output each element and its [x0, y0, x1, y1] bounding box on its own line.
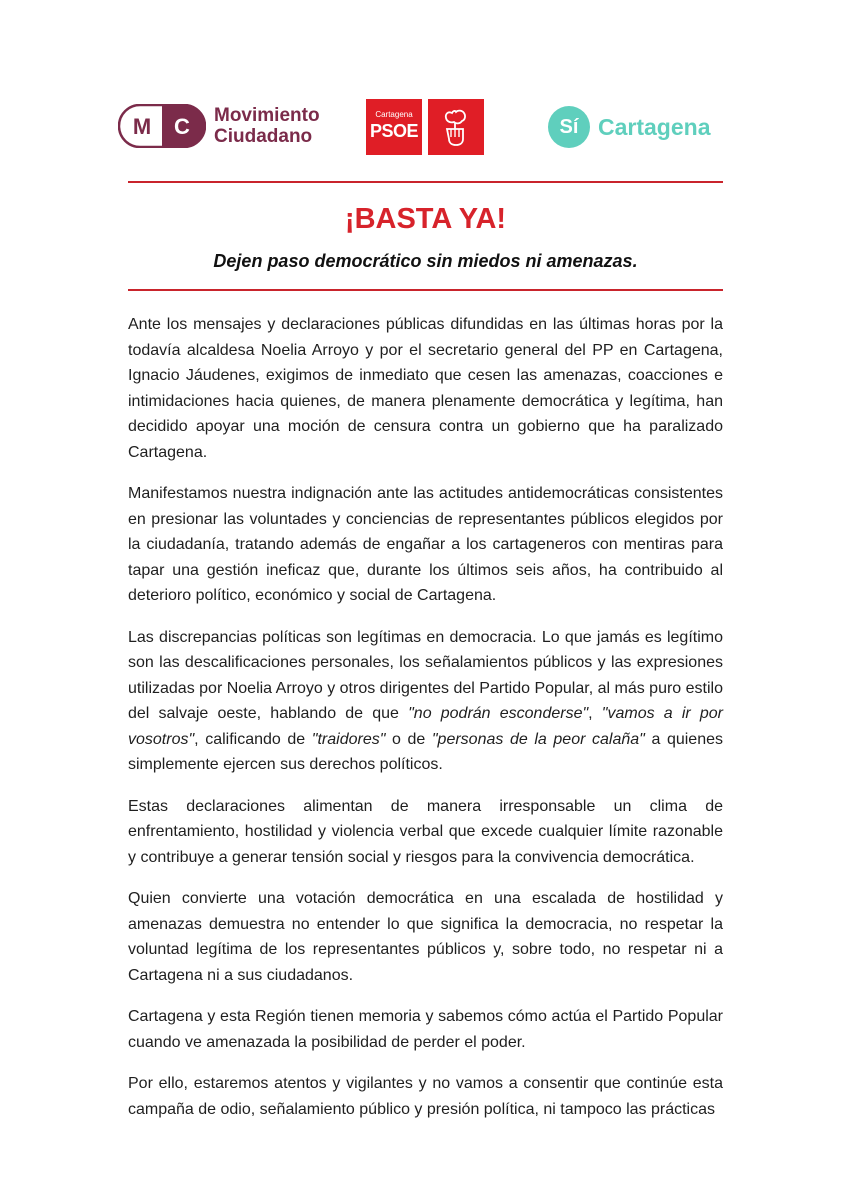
si-mark: Sí [548, 106, 590, 148]
si-logo-text: Cartagena [598, 113, 711, 140]
paragraph-3-text-5: a quienes simplemente ejercen sus derechos políticos. [128, 730, 723, 773]
psoe-text-box [366, 99, 422, 155]
paragraph-2: Manifestamos nuestra indignación ante las actitudes antidemocráticas consistentes en presionar las voluntades y conciencias de representantes públicos elegidos por la ciudadanía, tratando además de engañar a los cartageneros con mentiras para tapar una gestión ineficaz que, durante los últimos seis años, ha contribuido al deterioro político, económico y social de Cartagena. [128, 485, 723, 604]
svg-text:M: M [132, 114, 152, 139]
mc-logo-icon [118, 104, 206, 148]
mc-logo-line1: Movimiento [214, 105, 320, 126]
paragraph-5: Quien convierte una votación democrática en una escalada de hostilidad y amenazas demuestra no entender lo que significa la democracia, no respetar la voluntad legítima de los representantes públicos y, sobre todo, no respetar ni a Cartagena ni a sus ciudadanos. [128, 890, 723, 984]
party-logos [0, 96, 850, 160]
psoe-rose-box [428, 99, 484, 155]
document-title: ¡BASTA YA! [344, 203, 507, 235]
document-body [128, 312, 723, 1138]
bottom-divider [128, 289, 723, 291]
quote-no-podran-esconderse: "no podrán esconderse" [408, 705, 589, 722]
paragraph-3-text-4: o de [385, 730, 432, 748]
psoe-word: PSOE [369, 121, 419, 141]
si-cartagena-logo [548, 106, 710, 148]
mc-logo-line2: Ciudadano [214, 126, 313, 147]
paragraph-3 [128, 625, 723, 778]
paragraph-1: Ante los mensajes y declaraciones públicas difundidas en las últimas horas por la todavía alcaldesa Noelia Arroyo y por el secretario general del PP en Cartagena, Ignacio Jáudenes, exigimos de inmediato que cesen las amenazas, coacciones e intimidaciones hacia quienes, de manera plenamente democrática y legítima, han decidido apoyar una moción de censura contra un gobierno que ha paralizado Cartagena. [128, 316, 723, 461]
top-divider [128, 181, 723, 183]
paragraph-7: Por ello, estaremos atentos y vigilantes y no vamos a consentir que continúe esta campaña de odio, señalamiento público y presión política, ni tampoco las prácticas [128, 1075, 723, 1118]
paragraph-3-text-1: Las discrepancias políticas son legítimas en democracia. Lo que jamás es legítimo son las descalificaciones personales, los señalamientos públicos y las expresiones utilizadas por Noelia Arroyo y otros dirigentes del Partido Popular, al más puro estilo del salvaje oeste, hablando de que [128, 628, 723, 722]
paragraph-6: Cartagena y esta Región tienen memoria y sabemos cómo actúa el Partido Popular cuando ve amenazada la posibilidad de perder el poder. [128, 1008, 723, 1051]
psoe-cartagena-logo [366, 99, 484, 155]
paragraph-3-text-3: , calificando de [194, 730, 312, 748]
svg-text:C: C [174, 114, 190, 139]
mc-logo-text [214, 105, 320, 147]
document-subtitle: Dejen paso democrático sin miedos ni amenazas. [213, 251, 638, 271]
paragraph-4: Estas declaraciones alimentan de manera irresponsable un clima de enfrentamiento, hostilidad y violencia verbal que excede cualquier límite razonable y contribuye a generar tensión social y riesgos para la convivencia democrática. [128, 797, 723, 866]
quote-vamos-a-ir-por-vosotros: "vamos a ir por vosotros" [128, 705, 724, 748]
movimiento-ciudadano-logo [118, 104, 320, 148]
psoe-city: Cartagena [375, 110, 413, 119]
paragraph-3-text-2: , [588, 705, 602, 722]
quote-traidores: "traidores" [311, 730, 386, 748]
quote-peor-calana: "personas de la peor calaña" [431, 730, 645, 748]
fist-rose-icon [428, 99, 484, 155]
